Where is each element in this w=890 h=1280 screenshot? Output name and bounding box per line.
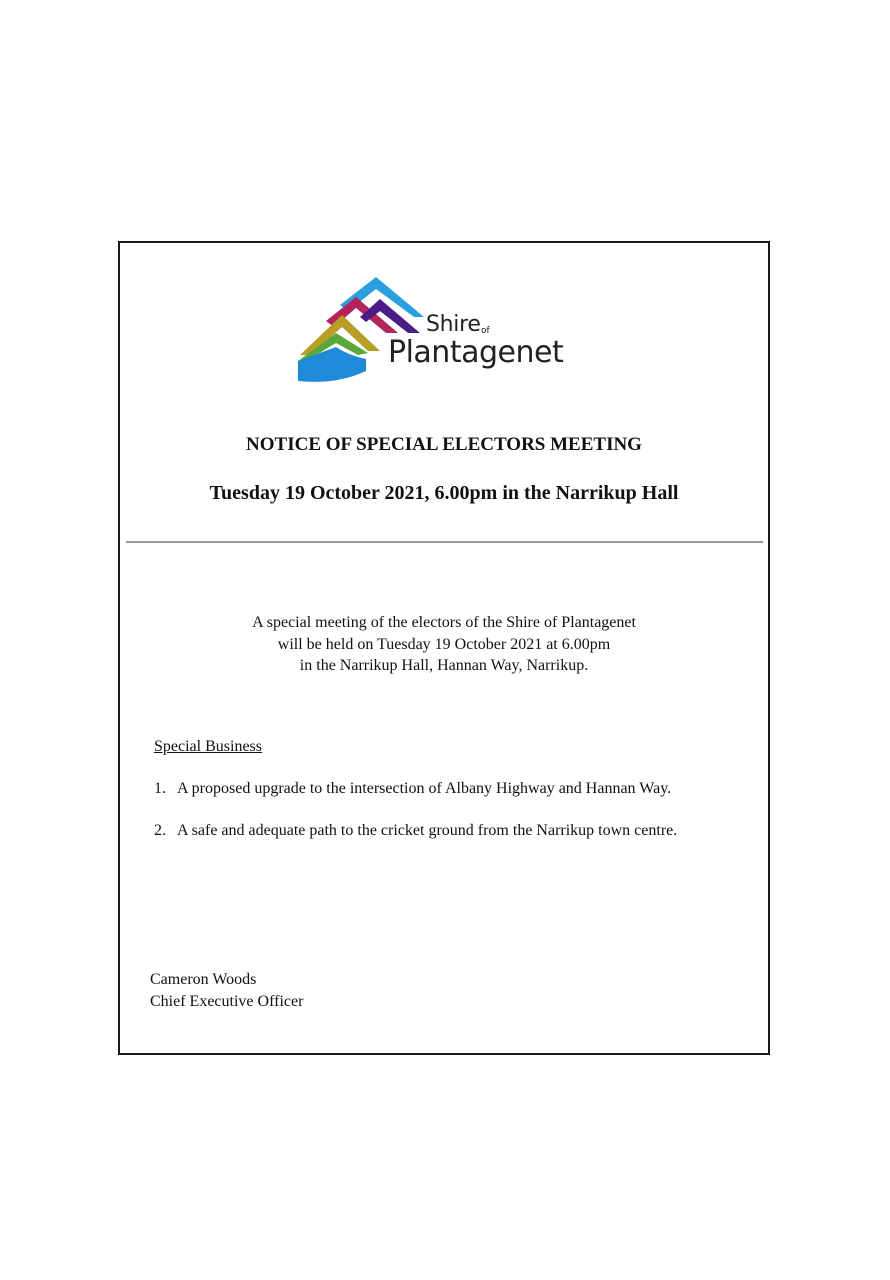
- business-item: [154, 780, 671, 798]
- signatory-title: Chief Executive Officer: [150, 992, 304, 1010]
- logo-text-shire: Shire: [426, 312, 481, 337]
- business-item: [154, 822, 677, 840]
- intro-line: in the Narrikup Hall, Hannan Way, Narrikup.: [299, 657, 589, 674]
- intro-line: will be held on Tuesday 19 October 2021 at 6.00pm: [277, 635, 611, 653]
- notice-title: NOTICE OF SPECIAL ELECTORS MEETING: [246, 434, 642, 455]
- intro-paragraph: [118, 612, 770, 677]
- meeting-date-heading: Tuesday 19 October 2021, 6.00pm in the Narrikup Hall: [209, 482, 679, 504]
- item-number: 1.: [154, 780, 166, 797]
- logo-text-plantagenet: Plantagenet: [388, 335, 564, 370]
- special-business-heading: Special Business: [154, 738, 262, 755]
- logo-text-of: of: [481, 326, 490, 336]
- item-number: 2.: [154, 822, 166, 839]
- shire-logo: [296, 275, 566, 385]
- signoff-block: [150, 969, 303, 1012]
- intro-line: A special meeting of the electors of the Shire of Plantagenet: [252, 614, 636, 631]
- item-text: A safe and adequate path to the cricket ground from the Narrikup town centre.: [177, 822, 678, 839]
- horizontal-divider: [126, 541, 763, 543]
- signatory-name: Cameron Woods: [150, 971, 257, 988]
- item-text: A proposed upgrade to the intersection of Albany Highway and Hannan Way.: [177, 780, 672, 797]
